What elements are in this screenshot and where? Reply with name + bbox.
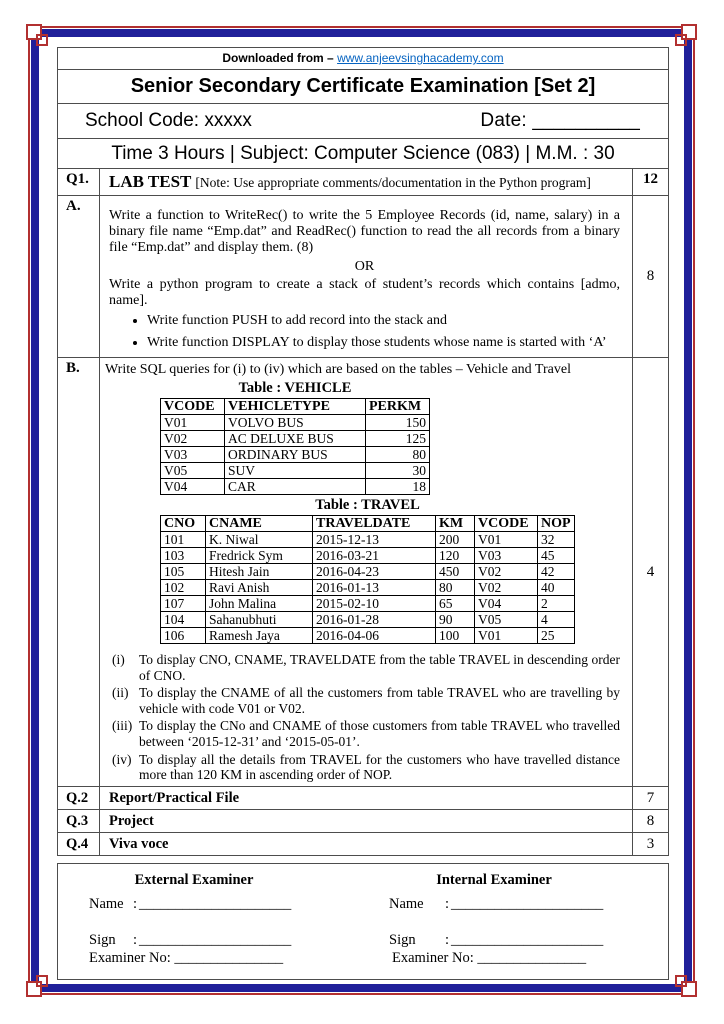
- travel-table-cell: 120: [436, 548, 475, 564]
- travel-table-cell: V04: [475, 596, 538, 612]
- vehicle-column-header: VEHICLETYPE: [225, 399, 366, 415]
- sql-query-item: [105, 718, 622, 749]
- query-text: To display the CNAME of all the customers from table TRAVEL who are travelling by vehicle with code V01 or V02.: [139, 685, 620, 716]
- travel-table-cell: 90: [436, 612, 475, 628]
- vehicle-table-row: [161, 463, 430, 479]
- section-b-marks: 4: [632, 358, 668, 786]
- travel-table-cell: 2016-04-06: [313, 628, 436, 644]
- time-subject-marks-row: Time 3 Hours | Subject: Computer Science (083) | M.M. : 30: [58, 138, 668, 168]
- sql-queries: [105, 652, 622, 783]
- vehicle-table-cell: ORDINARY BUS: [225, 447, 366, 463]
- travel-column-header: CNO: [161, 516, 206, 532]
- travel-table-cell: John Malina: [206, 596, 313, 612]
- q1-marks: 12: [632, 169, 668, 195]
- travel-table: [160, 515, 575, 644]
- corner-ornament-bottom-left: [26, 973, 50, 997]
- query-text: To display all the details from TRAVEL for the customers who have travelled distance more than 120 KM in ascending order of NOP.: [139, 751, 620, 783]
- travel-column-header: KM: [436, 516, 475, 532]
- section-a-bullets: [109, 313, 620, 351]
- travel-column-header: VCODE: [475, 516, 538, 532]
- query-number: (iii): [112, 718, 133, 734]
- vehicle-table-cell: V03: [161, 447, 225, 463]
- travel-table-row: [161, 580, 575, 596]
- vehicle-table-cell: SUV: [225, 463, 366, 479]
- external-examiner-no-blank-line: _______________: [174, 950, 284, 966]
- external-sign-label: Sign: [89, 932, 116, 948]
- travel-table-cell: 104: [161, 612, 206, 628]
- travel-table-cell: 40: [538, 580, 575, 596]
- travel-table-cell: V03: [475, 548, 538, 564]
- colon: :: [133, 932, 138, 948]
- external-examiner-no-label: Examiner No:: [89, 950, 171, 966]
- travel-table-cell: 106: [161, 628, 206, 644]
- vehicle-table-cell: 150: [366, 415, 430, 431]
- q1-body: [100, 169, 632, 195]
- travel-table-cell: 42: [538, 564, 575, 580]
- corner-ornament-bottom-right: [673, 973, 697, 997]
- internal-sign-label: Sign: [389, 932, 416, 948]
- travel-table-cell: 2016-04-23: [313, 564, 436, 580]
- internal-examiner-no-blank-line: _______________: [477, 950, 587, 966]
- travel-table-cell: 103: [161, 548, 206, 564]
- downloaded-from-label: Downloaded from –: [222, 51, 338, 65]
- summary-marks: 3: [632, 833, 668, 855]
- travel-table-row: [161, 548, 575, 564]
- q1-number: Q1.: [58, 169, 100, 195]
- vehicle-table-cell: V02: [161, 431, 225, 447]
- travel-table-cell: 45: [538, 548, 575, 564]
- vehicle-table-body: [161, 415, 430, 495]
- summary-row-q3: [58, 809, 668, 832]
- vehicle-table-row: [161, 447, 430, 463]
- vehicle-table-cell: 125: [366, 431, 430, 447]
- summary-number: Q.3: [58, 810, 100, 832]
- vehicle-table-cell: CAR: [225, 479, 366, 495]
- internal-examiner-title: Internal Examiner: [436, 872, 552, 888]
- sql-query-item: [105, 652, 622, 683]
- external-sign-blank-line: _____________________: [139, 932, 292, 948]
- section-a-marks: 8: [632, 196, 668, 357]
- vehicle-table-cell: AC DELUXE BUS: [225, 431, 366, 447]
- bullet-item: • Write function DISPLAY to display those students whose name is started with ‘A’: [147, 335, 620, 351]
- travel-table-cell: Hitesh Jain: [206, 564, 313, 580]
- travel-column-header: TRAVELDATE: [313, 516, 436, 532]
- bullet-item: • Write function PUSH to add record into the stack and: [147, 313, 620, 329]
- summary-row-q4: [58, 832, 668, 855]
- travel-table-cell: 105: [161, 564, 206, 580]
- vehicle-table-row: [161, 431, 430, 447]
- vehicle-table-cell: V01: [161, 415, 225, 431]
- travel-table-cell: 25: [538, 628, 575, 644]
- q1-row: [58, 168, 668, 195]
- travel-table-cell: 2015-12-13: [313, 532, 436, 548]
- downloaded-from-row: [58, 48, 668, 69]
- date-blank-line: __________: [532, 110, 640, 131]
- colon: :: [133, 896, 138, 912]
- travel-table-cell: 65: [436, 596, 475, 612]
- vehicle-table-cell: V05: [161, 463, 225, 479]
- section-b-body: [100, 358, 632, 786]
- external-examiner-no-row: [89, 950, 363, 967]
- vehicle-table-cell: VOLVO BUS: [225, 415, 366, 431]
- travel-table-cell: V01: [475, 532, 538, 548]
- sql-query-item: [105, 752, 622, 783]
- examiner-signature-box: [57, 863, 669, 980]
- internal-sign-row: [389, 932, 668, 949]
- travel-table-cell: 2016-03-21: [313, 548, 436, 564]
- or-separator: OR: [354, 259, 375, 274]
- travel-table-row: [161, 596, 575, 612]
- vehicle-table-cell: 30: [366, 463, 430, 479]
- sql-query-item: [105, 685, 622, 716]
- travel-table-cell: V02: [475, 564, 538, 580]
- section-a-label: A.: [58, 196, 100, 357]
- travel-column-header: CNAME: [206, 516, 313, 532]
- travel-table-cell: 2016-01-28: [313, 612, 436, 628]
- section-a-paragraph-2: Write a python program to create a stack of student’s records which contains [admo, name].: [109, 277, 620, 308]
- travel-table-cell: V02: [475, 580, 538, 596]
- travel-table-cell: 2016-01-13: [313, 580, 436, 596]
- exam-table: [57, 47, 669, 856]
- external-name-blank-line: _____________________: [139, 896, 292, 912]
- colon: :: [445, 896, 450, 912]
- travel-table-cell: Ravi Anish: [206, 580, 313, 596]
- travel-table-cell: 102: [161, 580, 206, 596]
- travel-table-cell: V05: [475, 612, 538, 628]
- external-name-row: [89, 896, 363, 913]
- date-label: Date:: [480, 110, 533, 131]
- travel-table-cell: 32: [538, 532, 575, 548]
- summary-label: Viva voce: [109, 836, 169, 852]
- vehicle-column-header: VCODE: [161, 399, 225, 415]
- vehicle-column-header: PERKM: [366, 399, 430, 415]
- travel-table-cell: Fredrick Sym: [206, 548, 313, 564]
- document-column: [57, 47, 669, 980]
- vehicle-table-cell: 80: [366, 447, 430, 463]
- query-number: (iv): [112, 751, 132, 767]
- vehicle-table-row: [161, 415, 430, 431]
- academy-link[interactable]: www.anjeevsinghacademy.com: [337, 51, 504, 65]
- travel-table-row: [161, 612, 575, 628]
- travel-column-header: NOP: [538, 516, 575, 532]
- section-b-intro: Write SQL queries for (i) to (iv) which are based on the tables – Vehicle and Travel: [105, 362, 571, 377]
- internal-sign-blank-line: _____________________: [451, 932, 604, 948]
- vehicle-table-row: [161, 479, 430, 495]
- query-text: To display the CNo and CNAME of those customers from table TRAVEL who travelled between ‘2015-12-31’ and ‘2015-05-01’.: [139, 718, 620, 749]
- internal-examiner-no-row: [389, 950, 668, 967]
- query-number: (i): [112, 652, 125, 667]
- travel-table-row: [161, 628, 575, 644]
- travel-table-body: [161, 532, 575, 644]
- corner-ornament-top-left: [26, 24, 50, 48]
- travel-table-cell: 4: [538, 612, 575, 628]
- travel-table-row: [161, 532, 575, 548]
- travel-table-row: [161, 564, 575, 580]
- q1-title: LAB TEST: [109, 172, 192, 191]
- q1-note: [Note: Use appropriate comments/documentation in the Python program]: [195, 175, 591, 190]
- internal-name-row: [389, 896, 668, 913]
- internal-examiner-no-label: Examiner No:: [392, 950, 474, 966]
- travel-table-cell: 450: [436, 564, 475, 580]
- exam-title: Senior Secondary Certificate Examination [Set 2]: [58, 69, 668, 103]
- summary-label: Project: [109, 813, 154, 829]
- section-b-row: [58, 357, 668, 786]
- travel-table-cell: 100: [436, 628, 475, 644]
- school-code-label: School Code: xxxxx: [85, 110, 252, 131]
- travel-table-title: Table : TRAVEL: [315, 497, 420, 513]
- travel-table-cell: Sahanubhuti: [206, 612, 313, 628]
- travel-table-head-row: [161, 516, 575, 532]
- section-b-label: B.: [58, 358, 100, 786]
- summary-rows: [58, 786, 668, 855]
- travel-table-cell: 200: [436, 532, 475, 548]
- travel-table-cell: 2: [538, 596, 575, 612]
- travel-table-cell: 2015-02-10: [313, 596, 436, 612]
- travel-table-cell: 107: [161, 596, 206, 612]
- external-name-label: Name: [89, 896, 124, 912]
- vehicle-table-cell: 18: [366, 479, 430, 495]
- section-a-row: [58, 195, 668, 357]
- vehicle-table: [160, 398, 430, 495]
- vehicle-table-head-row: [161, 399, 430, 415]
- external-sign-row: [89, 932, 363, 949]
- school-date-row: [58, 103, 668, 138]
- section-a-body: [100, 196, 632, 357]
- vehicle-table-title: Table : VEHICLE: [238, 380, 352, 396]
- summary-marks: 7: [632, 787, 668, 809]
- summary-number: Q.4: [58, 833, 100, 855]
- section-a-paragraph-1: Write a function to WriteRec() to write the 5 Employee Records (id, name, salary) in a binary file name “Emp.dat” and ReadRec() function to read the all records from a binary file “Emp.dat” and display them. (8): [109, 208, 620, 255]
- internal-examiner-column: [363, 864, 668, 979]
- travel-table-cell: 101: [161, 532, 206, 548]
- external-examiner-title: External Examiner: [134, 872, 254, 888]
- internal-name-blank-line: _____________________: [451, 896, 604, 912]
- colon: :: [445, 932, 450, 948]
- vehicle-table-cell: V04: [161, 479, 225, 495]
- summary-label: Report/Practical File: [109, 790, 240, 806]
- internal-name-label: Name: [389, 896, 424, 912]
- external-examiner-column: [58, 864, 363, 979]
- travel-table-cell: Ramesh Jaya: [206, 628, 313, 644]
- summary-row-q2: [58, 786, 668, 809]
- travel-table-cell: V01: [475, 628, 538, 644]
- query-text: To display CNO, CNAME, TRAVELDATE from the table TRAVEL in descending order of CNO.: [139, 652, 620, 683]
- travel-table-cell: 80: [436, 580, 475, 596]
- travel-table-cell: K. Niwal: [206, 532, 313, 548]
- summary-marks: 8: [632, 810, 668, 832]
- summary-number: Q.2: [58, 787, 100, 809]
- query-number: (ii): [112, 685, 129, 701]
- date-field: [480, 104, 640, 138]
- corner-ornament-top-right: [673, 24, 697, 48]
